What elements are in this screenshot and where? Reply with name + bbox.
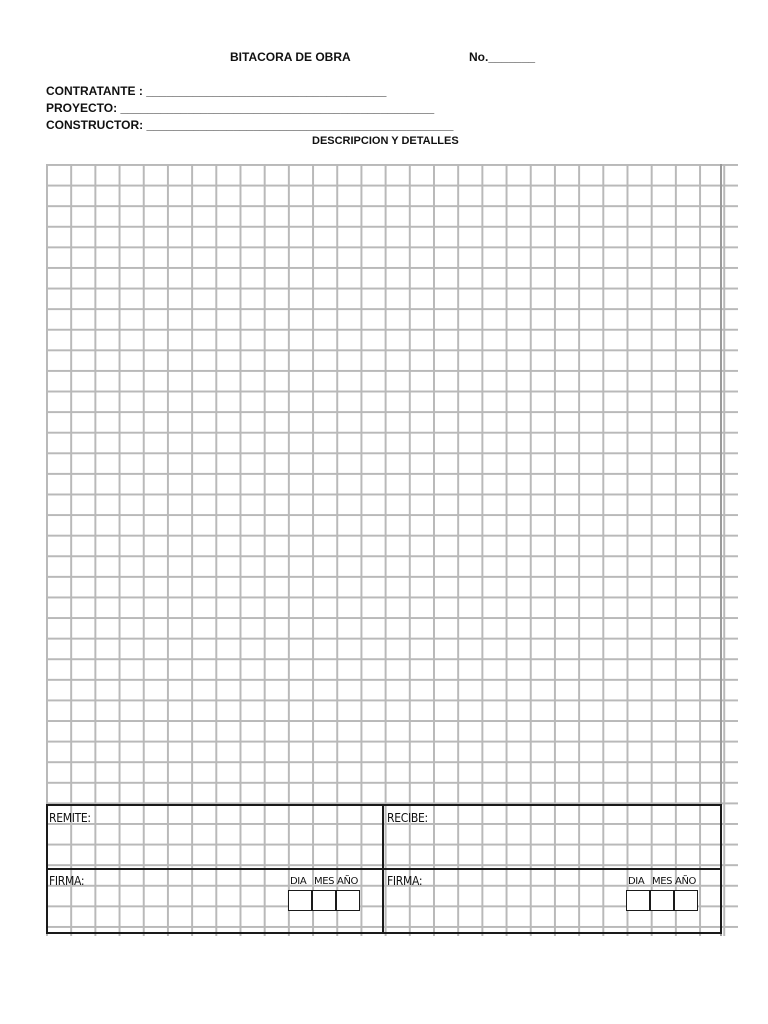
- date-month-header-right: MES: [652, 876, 673, 887]
- date-year-box-left[interactable]: [336, 890, 360, 911]
- firma-left-label: FIRMA:: [49, 874, 85, 888]
- signature-divider-vertical: [382, 804, 384, 934]
- date-day-box-right[interactable]: [626, 890, 650, 911]
- date-day-box-left[interactable]: [288, 890, 312, 911]
- section-title: DESCRIPCION Y DETALLES: [312, 135, 459, 147]
- proyecto-field[interactable]: PROYECTO: _______________________________________________: [46, 101, 435, 115]
- constructor-field[interactable]: CONSTRUCTOR: ______________________________________________: [46, 118, 454, 132]
- date-day-header-right: DIA: [628, 876, 645, 887]
- date-day-header-left: DIA: [290, 876, 307, 887]
- date-year-header-left: AÑO: [337, 876, 358, 887]
- date-year-box-right[interactable]: [674, 890, 698, 911]
- date-month-box-left[interactable]: [312, 890, 336, 911]
- document-title: BITACORA DE OBRA: [230, 50, 351, 64]
- date-year-header-right: AÑO: [675, 876, 696, 887]
- signature-divider-horizontal: [46, 868, 722, 870]
- remite-label: REMITE:: [49, 811, 91, 825]
- recibe-label: RECIBE:: [387, 811, 428, 825]
- document-number-field[interactable]: No._______: [469, 50, 536, 64]
- date-month-header-left: MES: [314, 876, 335, 887]
- firma-right-label: FIRMA:: [387, 874, 423, 888]
- contratante-field[interactable]: CONTRATANTE : ____________________________________: [46, 84, 387, 98]
- date-month-box-right[interactable]: [650, 890, 674, 911]
